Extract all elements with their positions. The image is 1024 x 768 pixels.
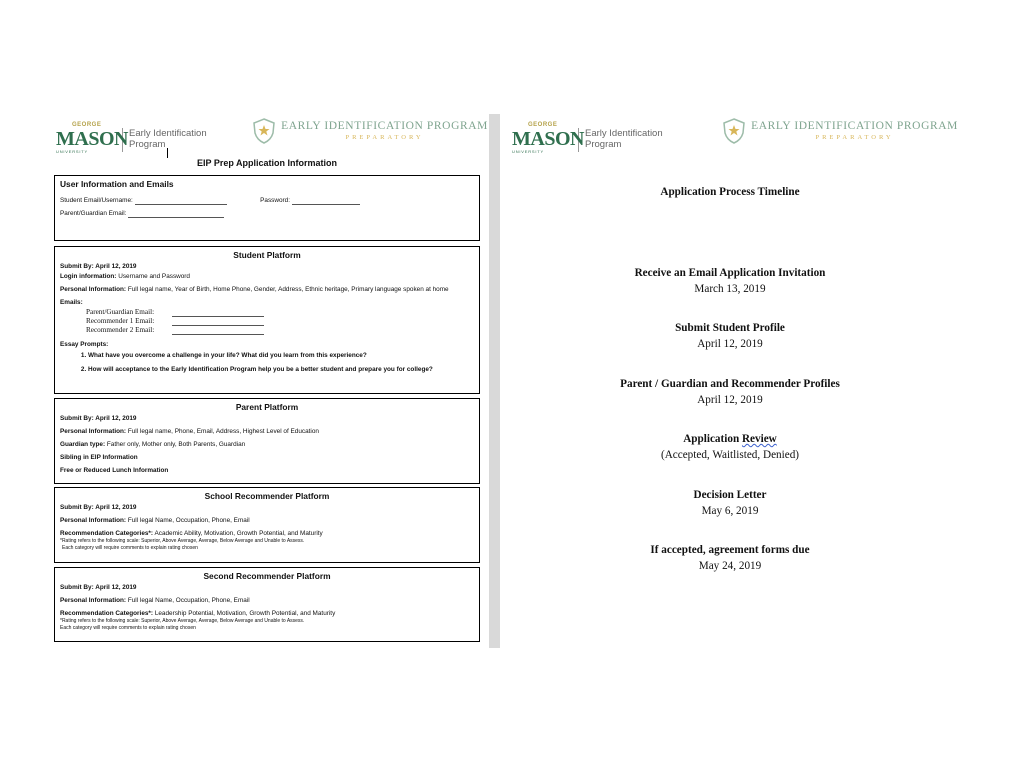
rating-note: Each category will require comments to explain rating chosen xyxy=(60,624,196,631)
password-label: Password: xyxy=(260,197,291,204)
text-cursor xyxy=(167,148,168,158)
user-info-box xyxy=(54,175,480,241)
username-field[interactable] xyxy=(135,198,227,205)
parent-email-input[interactable] xyxy=(172,310,264,317)
submit-by: Submit By: April 12, 2019 xyxy=(60,415,137,422)
user-info-heading: User Information and Emails xyxy=(60,179,174,189)
parent-platform-box: Parent Platform Submit By: April 12, 2019 Personal Information: Full legal name, Phone, Email, Address, Highest Level of Education Guardian type: Father only, Mother only, Both Parents, Guardian Sibling in EIP Information Free or Reduced Lunch Information xyxy=(54,398,480,484)
timeline-item: If accepted, agreement forms due May 24, 2019 xyxy=(650,544,810,572)
rating-note: Each category will require comments to explain rating chosen xyxy=(62,544,198,551)
school-recommender-heading: School Recommender Platform xyxy=(204,491,330,501)
password-field[interactable] xyxy=(292,198,360,205)
list-item: 1. What have you overcome a challenge in your life? What did you learn from this experience? xyxy=(88,351,474,360)
recommender1-email-input[interactable] xyxy=(172,319,264,326)
parent-platform-heading: Parent Platform xyxy=(235,402,299,412)
second-recommender-box: Second Recommender Platform Submit By: April 12, 2019 Personal Information: Full legal Name, Occupation, Phone, Email Recommendation Categories*: Leadership Potential, Motivation, Growth Potential, and Maturity *Rating refers to the following scale: Superior, Above Average, Average, Below Average and Unable to Assess. Each category will require comments to explain rating chosen xyxy=(54,567,480,642)
page-header xyxy=(56,118,488,158)
essay-prompts-label: Essay Prompts: xyxy=(60,341,109,348)
spellcheck-word: Review xyxy=(741,433,777,445)
program-name: Early Identification Program xyxy=(585,128,663,150)
parent-email-field[interactable] xyxy=(128,211,224,218)
student-platform-box: Student Platform Submit By: April 12, 2019 Login information: Username and Password Personal Information: Full legal name, Year of Birth, Home Phone, Gender, Address, Ethnic heritage, Primary language spoken at home Emails: Parent/Guardian Email: Recommender 1 Email: Recommender 2 Email: Essay Prompts: 1. What have you overcome a challenge in your life? What did you learn from this experience? 2. How will acceptance to the Early Identification Program help you be a better student and prepare you for college? xyxy=(54,246,480,394)
timeline-item: Receive an Email Application Invitation March 13, 2019 xyxy=(634,267,826,295)
submit-by: Submit By: April 12, 2019 xyxy=(60,504,137,511)
program-name: Early Identification Program xyxy=(129,128,207,150)
essay-prompts-list xyxy=(60,351,474,374)
timeline-item: Application Review (Accepted, Waitlisted, Denied) xyxy=(660,433,800,461)
gmu-logo: GEORGE MASON UNIVERSITY Early Identification Program xyxy=(56,122,207,154)
student-platform-heading: Student Platform xyxy=(233,250,301,260)
shield-icon xyxy=(723,118,745,144)
username-label: Student Email/Username: xyxy=(60,197,133,204)
document-title: EIP Prep Application Information xyxy=(196,158,337,168)
timeline-heading: Application Process Timeline xyxy=(660,186,800,198)
submit-by: Submit By: April 12, 2019 xyxy=(60,584,137,591)
rating-note: *Rating refers to the following scale: Superior, Above Average, Average, Below Average and Unable to Assess. xyxy=(60,618,305,624)
timeline-item: Decision Letter May 6, 2019 xyxy=(693,489,767,517)
shield-icon xyxy=(253,118,275,144)
left-document-page xyxy=(46,108,488,648)
parent-email-label: Parent/Guardian Email: xyxy=(60,210,127,217)
right-document-page xyxy=(502,108,958,648)
second-recommender-heading: Second Recommender Platform xyxy=(203,571,331,581)
page-divider xyxy=(489,114,500,648)
recommender2-email-input[interactable] xyxy=(172,328,264,335)
gmu-logo: GEORGE MASON UNIVERSITY Early Identification Program xyxy=(512,122,663,154)
eip-logo: EARLY IDENTIFICATION PROGRAM PREPARATORY xyxy=(253,118,488,144)
timeline-item: Submit Student Profile April 12, 2019 xyxy=(675,322,785,350)
school-recommender-box: School Recommender Platform Submit By: April 12, 2019 Personal Information: Full legal Name, Occupation, Phone, Email Recommendation Categories*: Academic Ability, Motivation, Growth Potential, and Maturity *Rating refers to the following scale: Superior, Above Average, Average, Below Average and Unable to Assess. Each category will require comments to explain rating chosen xyxy=(54,487,480,563)
page-header xyxy=(512,118,958,158)
submit-by: Submit By: April 12, 2019 xyxy=(60,263,137,270)
eip-logo: EARLY IDENTIFICATION PROGRAM PREPARATORY xyxy=(723,118,958,144)
timeline-item: Parent / Guardian and Recommender Profiles April 12, 2019 xyxy=(620,378,840,406)
rating-note: *Rating refers to the following scale: Superior, Above Average, Average, Below Average and Unable to Assess. xyxy=(60,538,305,544)
list-item: 2. How will acceptance to the Early Identification Program help you be a better student and prepare you for college? xyxy=(88,365,474,374)
